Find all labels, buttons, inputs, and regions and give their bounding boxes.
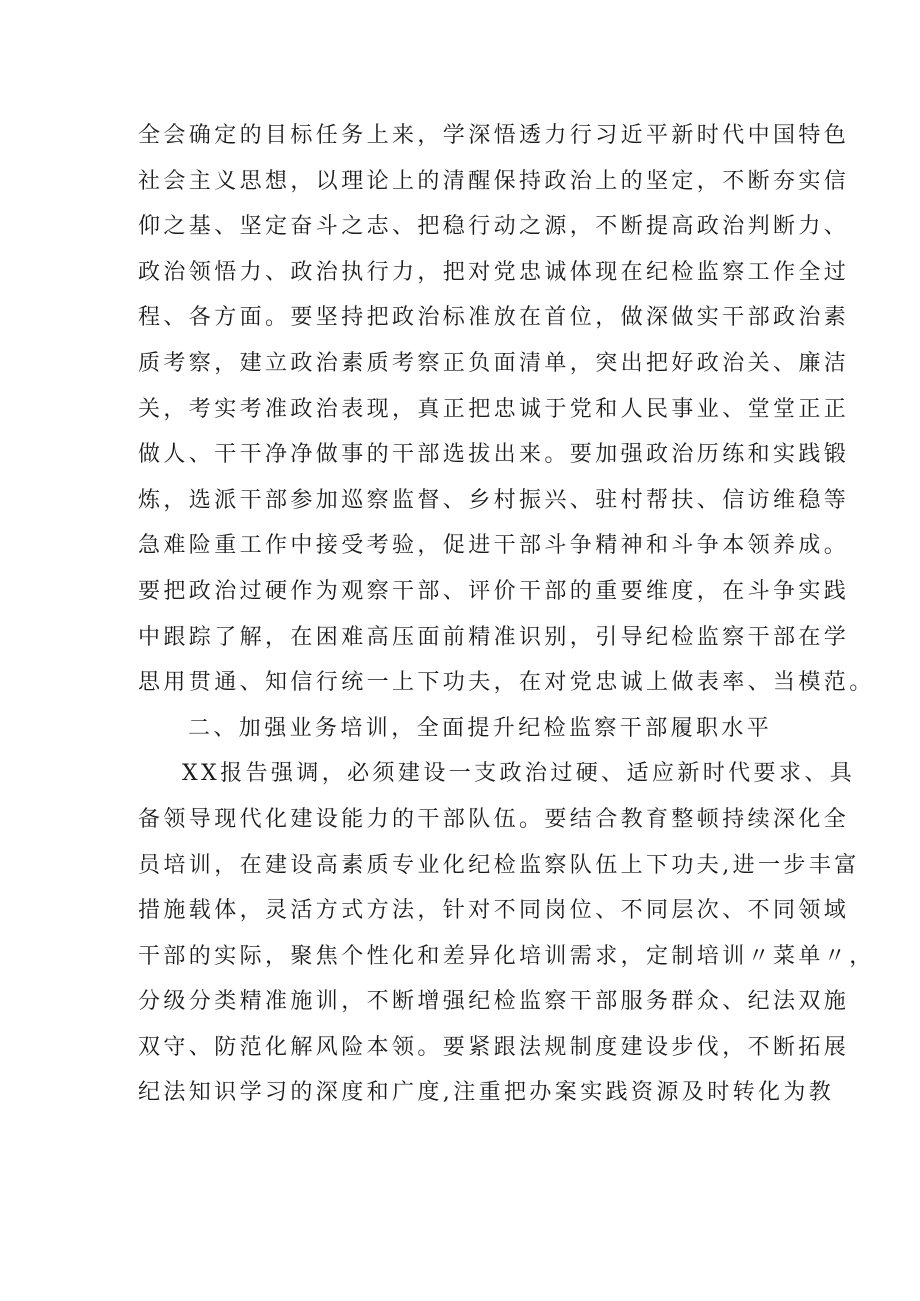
paragraph-line: 措施载体，灵活方式方法，针对不同岗位、不同层次、不同领域 <box>138 898 850 924</box>
section-heading: 二、加强业务培训，全面提升纪检监察干部履职水平 <box>188 715 773 741</box>
paragraph-line: 炼，选派干部参加巡察监督、乡村振兴、驻村帮扶、信访维稳等 <box>138 487 850 513</box>
paragraph-line: 社会主义思想，以理论上的清醒保持政治上的坚定，不断夯实信 <box>138 168 850 194</box>
paragraph-line: 仰之基、坚定奋斗之志、把稳行动之源，不断提高政治判断力、 <box>138 214 850 240</box>
paragraph-line: 纪法知识学习的深度和广度,注重把办案实践资源及时转化为教 <box>138 1080 835 1106</box>
paragraph-line: XX报告强调，必须建设一支政治过硬、适应新时代要求、具 <box>182 761 856 787</box>
paragraph-line: 程、各方面。要坚持把政治标准放在首位，做深做实干部政治素 <box>138 305 850 331</box>
paragraph-line: 分级分类精准施训，不断增强纪检监察干部服务群众、纪法双施 <box>138 989 850 1015</box>
body-text <box>138 113 875 1116</box>
paragraph-line: 员培训，在建设高素质专业化纪检监察队伍上下功夫,进一步丰富 <box>138 852 860 878</box>
paragraph-line: 政治领悟力、政治执行力，把对党忠诚体现在纪检监察工作全过 <box>138 259 850 285</box>
paragraph-line: 要把政治过硬作为观察干部、评价干部的重要维度，在斗争实践 <box>138 578 850 604</box>
paragraph-line: 质考察，建立政治素质考察正负面清单，突出把好政治关、廉洁 <box>138 350 850 376</box>
paragraph-line: 关，考实考准政治表现，真正把忠诚于党和人民事业、堂堂正正 <box>138 396 850 422</box>
paragraph-line: 做人、干干净净做事的干部选拔出来。要加强政治历练和实践锻 <box>138 442 850 468</box>
paragraph-line: 中跟踪了解，在困难高压面前精准识别，引导纪检监察干部在学 <box>138 624 850 650</box>
paragraph-line: 全会确定的目标任务上来，学深悟透力行习近平新时代中国特色 <box>138 123 850 148</box>
paragraph-line: 思用贯通、知信行统一上下功夫，在对党忠诚上做表率、当模范。 <box>138 670 875 696</box>
paragraph-line: 干部的实际，聚焦个性化和差异化培训需求，定制培训〃菜单〃， <box>138 943 875 969</box>
paragraph-line: 备领导现代化建设能力的干部队伍。要结合教育整顿持续深化全 <box>138 806 850 832</box>
paragraph-line: 双守、防范化解风险本领。要紧跟法规制度建设步伐，不断拓展 <box>138 1034 850 1060</box>
paragraph-line: 急难险重工作中接受考验，促进干部斗争精神和斗争本领养成。 <box>138 533 850 559</box>
